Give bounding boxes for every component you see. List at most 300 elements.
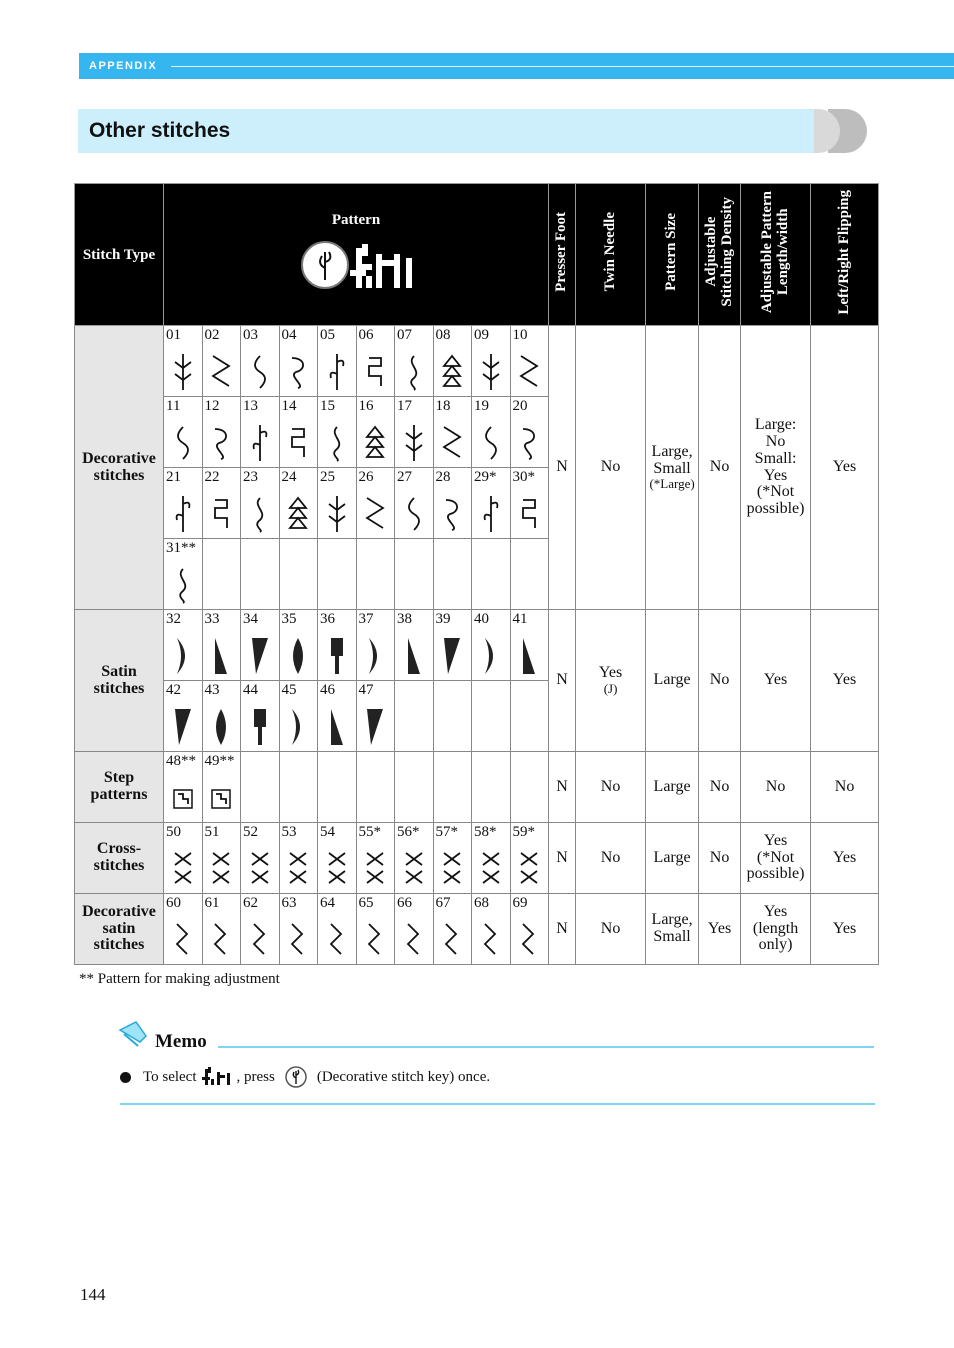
- twin-needle-cell-value: No: [600, 458, 621, 476]
- stitch-cell[interactable]: [241, 326, 280, 397]
- stitch-pattern-icon: [402, 849, 426, 889]
- stitch-pattern-icon: [517, 423, 541, 463]
- pattern-size-cell-note: (*Large): [649, 476, 695, 492]
- stitch-number: 07: [397, 327, 412, 343]
- appendix-rule: [171, 66, 954, 67]
- stitch-number: 01: [166, 327, 181, 343]
- stitch-pattern-icon: [171, 494, 195, 534]
- stitch-pattern-icon: [363, 920, 387, 960]
- stitch-pattern-icon: [248, 423, 272, 463]
- stitch-cell[interactable]: [164, 397, 203, 468]
- stitch-number: 43: [204, 682, 220, 698]
- stitch-cell[interactable]: [279, 681, 318, 752]
- stitch-cell[interactable]: [202, 468, 241, 539]
- stitch-number: 48**: [166, 753, 196, 769]
- presser-foot-cell: [549, 326, 576, 610]
- stitch-pattern-icon: [325, 849, 349, 889]
- stitch-number: 23: [243, 469, 258, 485]
- stitch-cell[interactable]: [510, 397, 549, 468]
- stitch-cell[interactable]: [202, 681, 241, 752]
- stitch-cell[interactable]: [433, 468, 472, 539]
- stitch-number: 51: [204, 824, 220, 840]
- stitch-number: 54: [320, 824, 335, 840]
- stitch-type-cell: Satin stitches: [75, 610, 164, 752]
- flipping-cell: [811, 752, 879, 823]
- stitch-cell[interactable]: [279, 894, 318, 965]
- pattern-size-cell-value: Large: [653, 848, 691, 866]
- stitch-cell[interactable]: [202, 823, 241, 894]
- stitch-cell[interactable]: [279, 326, 318, 397]
- stitch-pattern-icon: [440, 494, 464, 534]
- presser-foot-cell-value: N: [556, 777, 568, 795]
- stitch-pattern-icon: [402, 423, 426, 463]
- twin-needle-cell-value: No: [600, 919, 621, 937]
- flipping-cell-value: Yes: [832, 919, 857, 937]
- header-twin-needle: Twin Needle: [576, 184, 646, 326]
- header-presser-foot: Presser Foot: [549, 184, 576, 326]
- stitch-cell: [202, 539, 241, 610]
- stitch-cell[interactable]: [318, 468, 357, 539]
- stitch-cell: [510, 752, 549, 823]
- stitch-cell[interactable]: [164, 752, 203, 823]
- stitch-pattern-icon: [363, 636, 387, 676]
- length-width-cell-value: Yes (length only): [752, 902, 799, 954]
- stitch-number: 41: [512, 611, 528, 627]
- stitch-number: 55*: [358, 824, 381, 840]
- stitch-number: 22: [204, 469, 220, 485]
- header-length-width: Adjustable Pattern Length/width: [741, 184, 811, 326]
- stitch-pattern-icon: [363, 849, 387, 889]
- presser-foot-cell-value: N: [556, 919, 568, 937]
- stitch-cell[interactable]: [164, 823, 203, 894]
- stitch-cell: [510, 539, 549, 610]
- stitch-cell[interactable]: [395, 610, 434, 681]
- stitch-number: 65: [358, 895, 374, 911]
- stitch-number: 69: [512, 895, 528, 911]
- stitch-number: 64: [320, 895, 335, 911]
- density-cell-value: No: [709, 848, 730, 866]
- stitch-number: 06: [358, 327, 374, 343]
- stitch-pattern-icon: [479, 849, 503, 889]
- stitch-number: 63: [281, 895, 297, 911]
- stitch-cell[interactable]: [318, 823, 357, 894]
- bullet: [120, 1072, 131, 1083]
- stitch-cell: [395, 752, 434, 823]
- flipping-cell-value: Yes: [832, 458, 857, 476]
- stitch-cell[interactable]: [356, 894, 395, 965]
- stitch-number: 11: [166, 398, 181, 414]
- density-cell-value: No: [709, 777, 730, 795]
- header-density: Adjustable Stitching Density: [699, 184, 741, 326]
- stitch-cell: [395, 539, 434, 610]
- flipping-cell-value: Yes: [832, 848, 857, 866]
- stitch-cell[interactable]: [241, 894, 280, 965]
- stitch-pattern-icon: [325, 920, 349, 960]
- flipping-cell-value: Yes: [832, 671, 857, 689]
- stitch-number: 26: [358, 469, 374, 485]
- stitch-pattern-icon: [479, 494, 503, 534]
- pattern-size-cell-value: Large, Small: [651, 442, 693, 477]
- stitch-pattern-icon: [209, 849, 233, 889]
- stitch-pattern-icon: [209, 423, 233, 463]
- stitch-pattern-icon: [286, 636, 310, 676]
- presser-foot-cell-value: N: [556, 848, 568, 866]
- stitch-cell[interactable]: [395, 397, 434, 468]
- stitch-number: 03: [243, 327, 258, 343]
- twin-needle-cell-value: No: [600, 848, 621, 866]
- stitch-cell[interactable]: [202, 610, 241, 681]
- stitch-number: 37: [358, 611, 374, 627]
- stitch-pattern-icon: [325, 636, 349, 676]
- stitch-cell[interactable]: [356, 397, 395, 468]
- stitch-cell[interactable]: [356, 610, 395, 681]
- stitch-pattern-icon: [479, 423, 503, 463]
- header-row: [75, 184, 879, 326]
- stitch-number: 28: [435, 469, 451, 485]
- stitch-cell[interactable]: [472, 397, 511, 468]
- stitch-number: 61: [204, 895, 220, 911]
- stitch-cell[interactable]: [164, 681, 203, 752]
- stitch-pattern-icon: [171, 423, 195, 463]
- appendix-bar: [79, 53, 954, 79]
- density-cell: [699, 610, 741, 752]
- length-width-cell-value: Yes: [763, 671, 788, 689]
- stitch-cell[interactable]: [356, 681, 395, 752]
- title-bar: [78, 109, 814, 153]
- stitch-number: 42: [166, 682, 181, 698]
- stitch-pattern-icon: [325, 352, 349, 392]
- stitch-cell[interactable]: [318, 681, 357, 752]
- stitch-pattern-icon: [171, 352, 195, 392]
- stitch-cell[interactable]: [279, 468, 318, 539]
- stitch-pattern-icon: [402, 920, 426, 960]
- stitch-cell[interactable]: [395, 894, 434, 965]
- stitch-pattern-icon: [479, 352, 503, 392]
- stitch-cell[interactable]: [510, 894, 549, 965]
- decorative-stitch-key-icon: [283, 1065, 309, 1089]
- memo-title: Memo: [155, 1031, 207, 1052]
- stitch-number: 05: [320, 327, 335, 343]
- stitch-cell[interactable]: [433, 823, 472, 894]
- flipping-cell: [811, 894, 879, 965]
- pattern-size-cell-value: Large: [653, 671, 691, 689]
- stitch-pattern-icon: [171, 849, 195, 889]
- stitch-pattern-icon: [248, 849, 272, 889]
- stitch-type-cell: Step patterns: [75, 752, 164, 823]
- stitch-cell[interactable]: [472, 326, 511, 397]
- length-width-cell-value: Large: No Small: Yes (*Not possible): [746, 416, 805, 518]
- stitch-pattern-icon: [440, 920, 464, 960]
- stitch-cell[interactable]: [433, 397, 472, 468]
- stitch-cell: [241, 539, 280, 610]
- pattern-size-cell: [646, 326, 699, 610]
- stitch-cell: [318, 539, 357, 610]
- stitch-cell[interactable]: [164, 468, 203, 539]
- stitch-cell[interactable]: [164, 326, 203, 397]
- presser-foot-cell: [549, 752, 576, 823]
- stitch-number: 40: [474, 611, 489, 627]
- stitch-pattern-icon: [209, 920, 233, 960]
- stitch-cell[interactable]: [510, 326, 549, 397]
- stitch-cell: [472, 752, 511, 823]
- stitch-cell[interactable]: [472, 823, 511, 894]
- stitch-number: 58*: [474, 824, 497, 840]
- stitch-number: 17: [397, 398, 412, 414]
- stitch-pattern-icon: [440, 352, 464, 392]
- stitch-pattern-icon: [286, 707, 310, 747]
- presser-foot-cell-value: N: [556, 671, 568, 689]
- stitch-number: 66: [397, 895, 412, 911]
- stitch-cell[interactable]: [202, 752, 241, 823]
- twin-needle-cell-value: No: [600, 777, 621, 795]
- stitch-pattern-icon: [517, 636, 541, 676]
- stitch-pattern-icon: [209, 494, 233, 534]
- stitch-pattern-icon: [209, 636, 233, 676]
- stitch-pattern-icon: [286, 849, 310, 889]
- stitch-cell[interactable]: [164, 539, 203, 610]
- stitch-number: 49**: [204, 753, 235, 769]
- stitch-cell[interactable]: [510, 823, 549, 894]
- stitch-number: 62: [243, 895, 258, 911]
- twin-needle-cell: [576, 894, 646, 965]
- stitch-number: 12: [204, 398, 220, 414]
- stitch-number: 33: [204, 611, 220, 627]
- stitch-number: 36: [320, 611, 335, 627]
- length-width-cell: [741, 752, 811, 823]
- stitch-number: 67: [435, 895, 451, 911]
- twin-needle-cell: [576, 752, 646, 823]
- pattern-size-cell: [646, 894, 699, 965]
- stitch-pattern-icon: [286, 494, 310, 534]
- table-row: [75, 752, 879, 823]
- pattern-size-cell-value: Large, Small: [651, 911, 693, 945]
- stitch-cell[interactable]: [395, 468, 434, 539]
- stitch-cell[interactable]: [318, 894, 357, 965]
- stitch-cell: [472, 539, 511, 610]
- table-body: [75, 326, 879, 965]
- density-cell: [699, 894, 741, 965]
- stitch-cell: [433, 539, 472, 610]
- stitch-cell[interactable]: [395, 823, 434, 894]
- stitch-pattern-icon: [286, 920, 310, 960]
- stitch-cell[interactable]: [510, 468, 549, 539]
- density-cell: [699, 752, 741, 823]
- stitch-pattern-icon: [363, 494, 387, 534]
- stitch-pattern-icon: [286, 423, 310, 463]
- length-width-cell: [741, 823, 811, 894]
- memo-rule-top: [218, 1046, 874, 1048]
- stitch-cell[interactable]: [279, 610, 318, 681]
- header-flipping: Left/Right Flipping: [811, 184, 879, 326]
- stitch-number: 59*: [512, 824, 535, 840]
- twin-needle-cell-value: Yes: [598, 664, 623, 682]
- stitch-cell[interactable]: [164, 894, 203, 965]
- stitch-cell[interactable]: [433, 894, 472, 965]
- header-stitch-type: Stitch Type: [75, 184, 164, 326]
- stitch-cell: [472, 681, 511, 752]
- stitch-pattern-icon: [171, 778, 195, 818]
- memo-text: To select , press (Decorative stitch key) once.: [120, 1065, 490, 1089]
- stitch-pattern-icon: [363, 352, 387, 392]
- stitch-pattern-icon: [517, 849, 541, 889]
- density-cell-value: No: [709, 458, 730, 476]
- stitch-cell: [241, 752, 280, 823]
- stitch-cell[interactable]: [356, 468, 395, 539]
- density-cell: [699, 823, 741, 894]
- twin-needle-cell: [576, 610, 646, 752]
- stitch-pattern-icon: [363, 707, 387, 747]
- stitch-number: 09: [474, 327, 489, 343]
- pattern-size-cell: [646, 823, 699, 894]
- section-label: APPENDIX: [89, 60, 158, 72]
- stitch-cell[interactable]: [433, 326, 472, 397]
- pattern-size-cell-value: Large: [653, 777, 691, 795]
- stitch-cell[interactable]: [241, 610, 280, 681]
- stitch-cell: [318, 752, 357, 823]
- stitch-number: 24: [281, 469, 297, 485]
- stitch-cell[interactable]: [318, 397, 357, 468]
- stitch-number: 21: [166, 469, 181, 485]
- flipping-cell: [811, 610, 879, 752]
- stitch-cell[interactable]: [433, 610, 472, 681]
- stitch-cell[interactable]: [241, 823, 280, 894]
- stitch-cell[interactable]: [472, 468, 511, 539]
- stitch-number: 68: [474, 895, 489, 911]
- stitch-cell[interactable]: [356, 326, 395, 397]
- stitch-number: 31**: [166, 540, 196, 556]
- stitch-cell[interactable]: [472, 894, 511, 965]
- stitch-cell[interactable]: [202, 894, 241, 965]
- stitch-cell[interactable]: [318, 610, 357, 681]
- stitch-cell: [279, 752, 318, 823]
- stitch-number: 52: [243, 824, 258, 840]
- stitch-number: 02: [204, 327, 220, 343]
- length-width-cell: [741, 326, 811, 610]
- stitch-number: 50: [166, 824, 181, 840]
- stitch-cell[interactable]: [510, 610, 549, 681]
- memo-icon: [116, 1020, 150, 1050]
- header-pattern-size: Pattern Size: [646, 184, 699, 326]
- presser-foot-cell-value: N: [556, 458, 568, 476]
- stitch-pattern-glyph-icon: [201, 1067, 233, 1087]
- twin-needle-cell: [576, 823, 646, 894]
- stitch-number: 45: [281, 682, 297, 698]
- stitch-cell[interactable]: [472, 610, 511, 681]
- stitch-number: 04: [281, 327, 297, 343]
- stitch-pattern-icon: [325, 423, 349, 463]
- header-pattern: Pattern: [164, 184, 549, 326]
- stitch-cell[interactable]: [279, 397, 318, 468]
- stitch-pattern-icon: [171, 707, 195, 747]
- stitch-number: 18: [435, 398, 451, 414]
- stitch-number: 29*: [474, 469, 497, 485]
- stitch-pattern-icon: [402, 636, 426, 676]
- stitch-pattern-icon: [440, 849, 464, 889]
- stitch-pattern-icon: [209, 352, 233, 392]
- stitch-cell[interactable]: [241, 468, 280, 539]
- stitch-cell[interactable]: [202, 397, 241, 468]
- twin-needle-cell-note: (J): [603, 681, 618, 697]
- stitch-number: 39: [435, 611, 451, 627]
- stitch-number: 16: [358, 398, 374, 414]
- stitch-pattern-icon: [517, 494, 541, 534]
- density-cell: [699, 326, 741, 610]
- stitch-pattern-icon: [171, 636, 195, 676]
- stitch-number: 19: [474, 398, 489, 414]
- stitch-pattern-icon: [517, 352, 541, 392]
- stitch-cell[interactable]: [279, 823, 318, 894]
- page-number: 144: [80, 1285, 106, 1304]
- flipping-cell: [811, 326, 879, 610]
- stitch-number: 25: [320, 469, 335, 485]
- stitch-cell[interactable]: [395, 326, 434, 397]
- stitch-cell[interactable]: [164, 610, 203, 681]
- stitch-cell[interactable]: [202, 326, 241, 397]
- stitch-number: 56*: [397, 824, 420, 840]
- stitch-pattern-icon: [479, 920, 503, 960]
- stitch-number: 35: [281, 611, 297, 627]
- density-cell-value: No: [709, 671, 730, 689]
- stitch-cell[interactable]: [356, 823, 395, 894]
- stitch-type-cell: Decorative satin stitches: [75, 894, 164, 965]
- stitch-number: 38: [397, 611, 412, 627]
- length-width-cell: [741, 894, 811, 965]
- stitch-pattern-icon: [325, 494, 349, 534]
- stitch-cell: [279, 539, 318, 610]
- stitch-cell: [356, 539, 395, 610]
- stitch-pattern-icon: [402, 352, 426, 392]
- stitch-number: 20: [512, 398, 528, 414]
- stitch-number: 13: [243, 398, 258, 414]
- pattern-size-cell: [646, 610, 699, 752]
- table-row: [75, 326, 879, 397]
- table-row: [75, 610, 879, 681]
- stitch-pattern-icon: [248, 494, 272, 534]
- stitch-pattern-icon: [248, 352, 272, 392]
- stitch-pattern-icon: [440, 423, 464, 463]
- stitch-cell[interactable]: [241, 397, 280, 468]
- length-width-cell-value: Yes (*Not possible): [746, 831, 805, 883]
- table-row: [75, 894, 879, 965]
- stitch-cell[interactable]: [241, 681, 280, 752]
- stitch-table: [74, 183, 879, 965]
- stitch-number: 10: [512, 327, 528, 343]
- stitch-number: 60: [166, 895, 181, 911]
- stitch-pattern-icon: [325, 707, 349, 747]
- stitch-number: 46: [320, 682, 335, 698]
- stitch-number: 44: [243, 682, 258, 698]
- page-title: Other stitches: [89, 119, 231, 142]
- presser-foot-cell: [549, 823, 576, 894]
- stitch-pattern-icon: [402, 494, 426, 534]
- presser-foot-cell: [549, 894, 576, 965]
- stitch-cell: [433, 752, 472, 823]
- stitch-number: 34: [243, 611, 258, 627]
- stitch-pattern-icon: [479, 636, 503, 676]
- length-width-cell-value: No: [765, 777, 786, 795]
- stitch-cell[interactable]: [318, 326, 357, 397]
- stitch-cell: [395, 681, 434, 752]
- stitch-pattern-icon: [363, 423, 387, 463]
- pattern-size-cell: [646, 752, 699, 823]
- stitch-type-cell: Cross- stitches: [75, 823, 164, 894]
- twin-needle-cell: [576, 326, 646, 610]
- memo-rule-bottom: [120, 1103, 875, 1105]
- stitch-cell: [433, 681, 472, 752]
- stitch-pattern-icon: [209, 707, 233, 747]
- stitch-number: 14: [281, 398, 297, 414]
- stitch-pattern-icon: [171, 565, 195, 605]
